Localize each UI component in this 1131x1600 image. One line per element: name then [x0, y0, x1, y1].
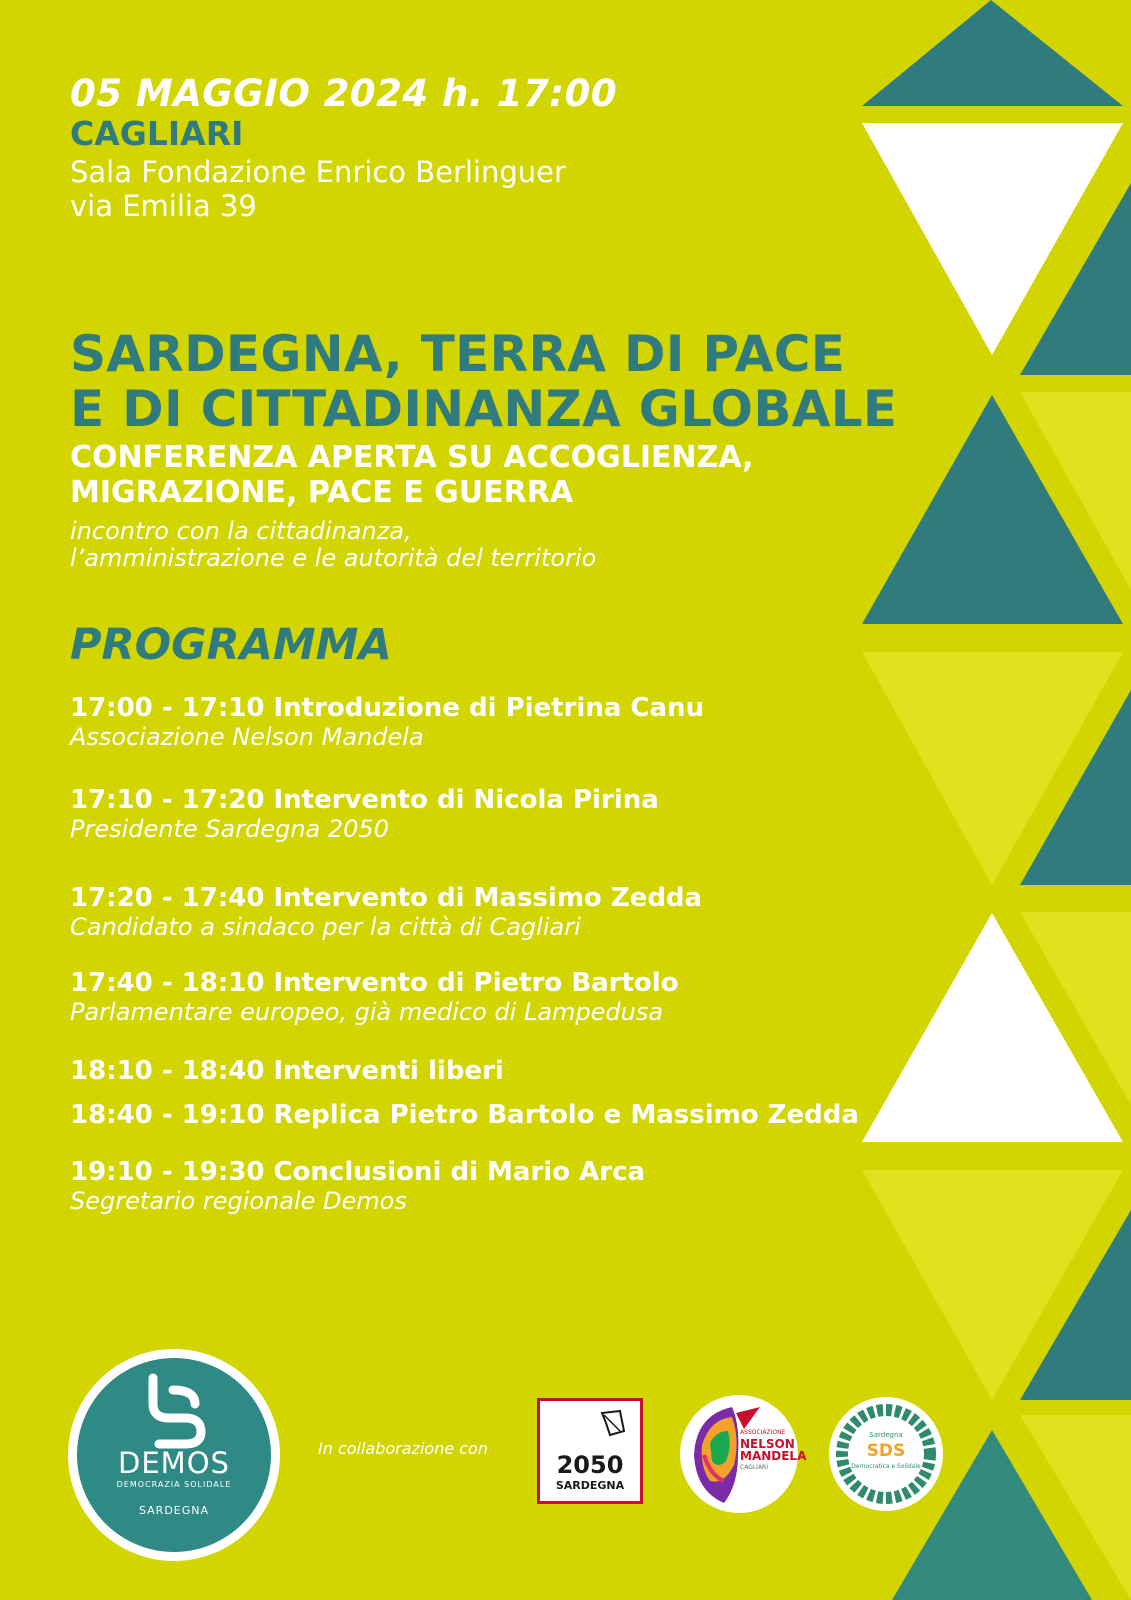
program-item-subtitle: Candidato a sindaco per la città di Cagliari	[70, 913, 581, 941]
tagline-line2: l’amministrazione e le autorità del territorio	[70, 544, 597, 572]
program-item	[70, 1100, 859, 1130]
demos-tagline: DEMOCRAZIA SOLIDALE	[116, 1480, 232, 1489]
tagline-line1: incontro con la cittadinanza,	[70, 517, 412, 545]
event-address: via Emilia 39	[70, 189, 257, 223]
program-item	[70, 883, 702, 941]
logo-2050-region: SARDEGNA	[555, 1479, 625, 1492]
program-item-subtitle: Parlamentare europeo, già medico di Lampedusa	[70, 998, 664, 1026]
mandela-line4: CAGLIARI	[740, 1464, 768, 1471]
sds-top-text: Sardegna	[869, 1431, 903, 1439]
sds-acronym: SDS	[866, 1441, 906, 1461]
program-item-subtitle: Presidente Sardegna 2050	[70, 815, 389, 843]
sds-bottom-text: Democratica e Solidale	[851, 1463, 921, 1470]
programma-heading: PROGRAMMA	[70, 620, 392, 670]
subtitle	[70, 440, 754, 510]
event-venue: Sala Fondazione Enrico Berlinguer	[70, 155, 566, 189]
event-venue-block	[70, 155, 566, 223]
program-item	[70, 1157, 645, 1215]
demos-name: DEMOS	[118, 1446, 230, 1480]
program-item	[70, 785, 659, 843]
program-item-title: 17:40 - 18:10 Intervento di Pietro Bartolo	[70, 968, 679, 998]
program-item-subtitle: Segretario regionale Demos	[70, 1187, 407, 1215]
event-date: 05 MAGGIO 2024 h. 17:00	[70, 72, 618, 115]
mandela-line1: ASSOCIAZIONE	[740, 1429, 786, 1436]
program-item	[70, 968, 679, 1026]
program-item-title: 18:40 - 19:10 Replica Pietro Bartolo e Massimo Zedda	[70, 1100, 859, 1130]
subtitle-line1: CONFERENZA APERTA SU ACCOGLIENZA,	[70, 440, 754, 475]
main-title-line2: E DI CITTADINANZA GLOBALE	[70, 380, 898, 438]
mandela-line2: NELSON	[740, 1437, 795, 1451]
sds-logo	[829, 1397, 943, 1511]
demos-logo	[68, 1349, 280, 1561]
program-item	[70, 1056, 504, 1086]
demos-region: SARDEGNA	[138, 1504, 210, 1517]
tagline	[70, 518, 596, 572]
program-item-subtitle: Associazione Nelson Mandela	[70, 723, 424, 751]
main-title	[70, 327, 897, 437]
sardegna-2050-logo	[537, 1398, 643, 1504]
main-title-line1: SARDEGNA, TERRA DI PACE	[70, 325, 846, 383]
program-item-title: 19:10 - 19:30 Conclusioni di Mario Arca	[70, 1157, 646, 1187]
program-item	[70, 693, 704, 751]
subtitle-line2: MIGRAZIONE, PACE E GUERRA	[70, 475, 574, 510]
triangle-teal	[862, 0, 1123, 106]
nelson-mandela-logo	[680, 1395, 807, 1513]
collaboration-label: In collaborazione con	[318, 1439, 488, 1458]
program-item-title: 17:00 - 17:10 Introduzione di Pietrina Canu	[70, 693, 705, 723]
program-item-title: 17:20 - 17:40 Intervento di Massimo Zedda	[70, 883, 703, 913]
program-item-title: 17:10 - 17:20 Intervento di Nicola Pirina	[70, 785, 659, 815]
program-item-title: 18:10 - 18:40 Interventi liberi	[70, 1056, 504, 1086]
event-city: CAGLIARI	[70, 114, 244, 153]
logo-2050-number: 2050	[556, 1451, 624, 1479]
map-icon	[540, 1401, 640, 1451]
mandela-line3: MANDELA	[740, 1449, 807, 1463]
